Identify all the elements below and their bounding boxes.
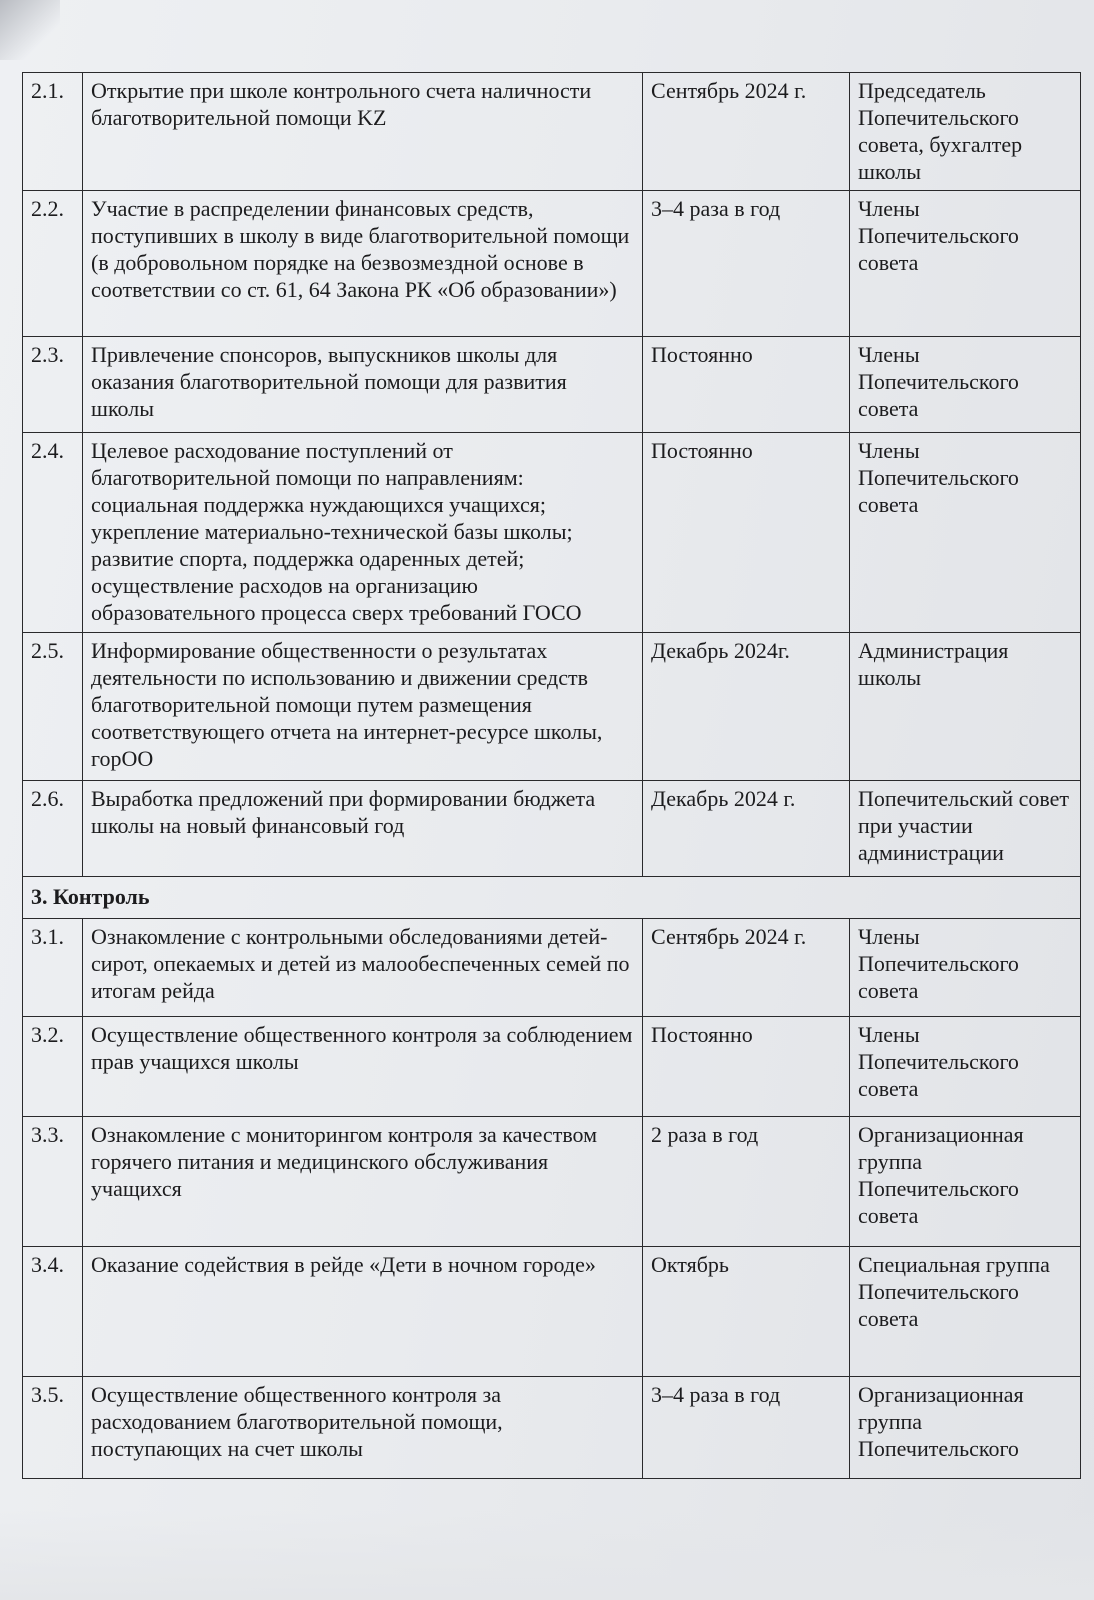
row-responsible: Члены Попечительского совета bbox=[850, 191, 1081, 337]
row-activity: Осуществление общественного контроля за соблюдением прав учащихся школы bbox=[83, 1017, 643, 1117]
row-number: 3.4. bbox=[23, 1247, 83, 1377]
row-deadline: Постоянно bbox=[643, 337, 850, 433]
row-deadline: Октябрь bbox=[643, 1247, 850, 1377]
row-number: 2.4. bbox=[23, 433, 83, 633]
page-corner-shadow bbox=[0, 0, 60, 60]
plan-table bbox=[22, 72, 1081, 1479]
row-responsible: Специальная группа Попечительского совета bbox=[850, 1247, 1081, 1377]
row-activity: Привлечение спонсоров, выпускников школы для оказания благотворительной помощи для развития школы bbox=[83, 337, 643, 433]
row-responsible: Организационная группа Попечительского совета bbox=[850, 1117, 1081, 1247]
page-bottom-shade bbox=[0, 1510, 1094, 1600]
table-row bbox=[23, 781, 1081, 877]
row-activity: Выработка предложений при формировании бюджета школы на новый финансовый год bbox=[83, 781, 643, 877]
row-number: 2.6. bbox=[23, 781, 83, 877]
row-responsible: Члены Попечительского совета bbox=[850, 1017, 1081, 1117]
table-row bbox=[23, 433, 1081, 633]
row-number: 3.2. bbox=[23, 1017, 83, 1117]
row-number: 2.5. bbox=[23, 633, 83, 781]
row-deadline: Декабрь 2024г. bbox=[643, 633, 850, 781]
row-responsible: Члены Попечительского совета bbox=[850, 919, 1081, 1017]
row-deadline: 2 раза в год bbox=[643, 1117, 850, 1247]
row-activity: Информирование общественности о результатах деятельности по использованию и движении средств благотворительной помощи путем размещения соответствующего отчета на интернет-ресурсе школы, горОО bbox=[83, 633, 643, 781]
row-number: 2.3. bbox=[23, 337, 83, 433]
row-responsible: Председатель Попечительского совета, бухгалтер школы bbox=[850, 73, 1081, 191]
table-row bbox=[23, 1017, 1081, 1117]
table-row bbox=[23, 191, 1081, 337]
table-row bbox=[23, 337, 1081, 433]
row-activity: Оказание содействия в рейде «Дети в ночном городе» bbox=[83, 1247, 643, 1377]
row-number: 3.5. bbox=[23, 1377, 83, 1479]
row-number: 2.1. bbox=[23, 73, 83, 191]
table-row bbox=[23, 1247, 1081, 1377]
table-row bbox=[23, 1117, 1081, 1247]
table-row bbox=[23, 633, 1081, 781]
row-responsible: Организационная группа Попечительского bbox=[850, 1377, 1081, 1479]
row-number: 3.1. bbox=[23, 919, 83, 1017]
row-deadline: 3–4 раза в год bbox=[643, 191, 850, 337]
row-activity: Открытие при школе контрольного счета наличности благотворительной помощи KZ bbox=[83, 73, 643, 191]
row-deadline: Сентябрь 2024 г. bbox=[643, 73, 850, 191]
section-title: 3. Контроль bbox=[23, 877, 1081, 919]
table-row bbox=[23, 1377, 1081, 1479]
row-responsible: Члены Попечительского совета bbox=[850, 433, 1081, 633]
row-activity: Участие в распределении финансовых средств, поступивших в школу в виде благотворительной помощи (в добровольном порядке на безвозмездной основе в соответствии со ст. 61, 64 Закона РК «Об образовании») bbox=[83, 191, 643, 337]
row-activity: Осуществление общественного контроля за расходованием благотворительной помощи, поступающих на счет школы bbox=[83, 1377, 643, 1479]
row-activity: Ознакомление с мониторингом контроля за качеством горячего питания и медицинского обслуживания учащихся bbox=[83, 1117, 643, 1247]
row-deadline: 3–4 раза в год bbox=[643, 1377, 850, 1479]
section-heading-row bbox=[23, 877, 1081, 919]
table-row bbox=[23, 73, 1081, 191]
row-activity: Целевое расходование поступлений от благотворительной помощи по направлениям: социальная поддержка нуждающихся учащихся; укрепление материально-технической базы школы; развитие спорта, поддержка одаренных детей; осуществление расходов на организацию образовательного процесса сверх требований ГОСО bbox=[83, 433, 643, 633]
row-responsible: Администрация школы bbox=[850, 633, 1081, 781]
row-responsible: Попечительский совет при участии администрации bbox=[850, 781, 1081, 877]
row-deadline: Постоянно bbox=[643, 1017, 850, 1117]
table-row bbox=[23, 919, 1081, 1017]
row-deadline: Декабрь 2024 г. bbox=[643, 781, 850, 877]
row-number: 2.2. bbox=[23, 191, 83, 337]
row-deadline: Постоянно bbox=[643, 433, 850, 633]
row-deadline: Сентябрь 2024 г. bbox=[643, 919, 850, 1017]
row-number: 3.3. bbox=[23, 1117, 83, 1247]
row-activity: Ознакомление с контрольными обследованиями детей-сирот, опекаемых и детей из малообеспеченных семей по итогам рейда bbox=[83, 919, 643, 1017]
row-responsible: Члены Попечительского совета bbox=[850, 337, 1081, 433]
